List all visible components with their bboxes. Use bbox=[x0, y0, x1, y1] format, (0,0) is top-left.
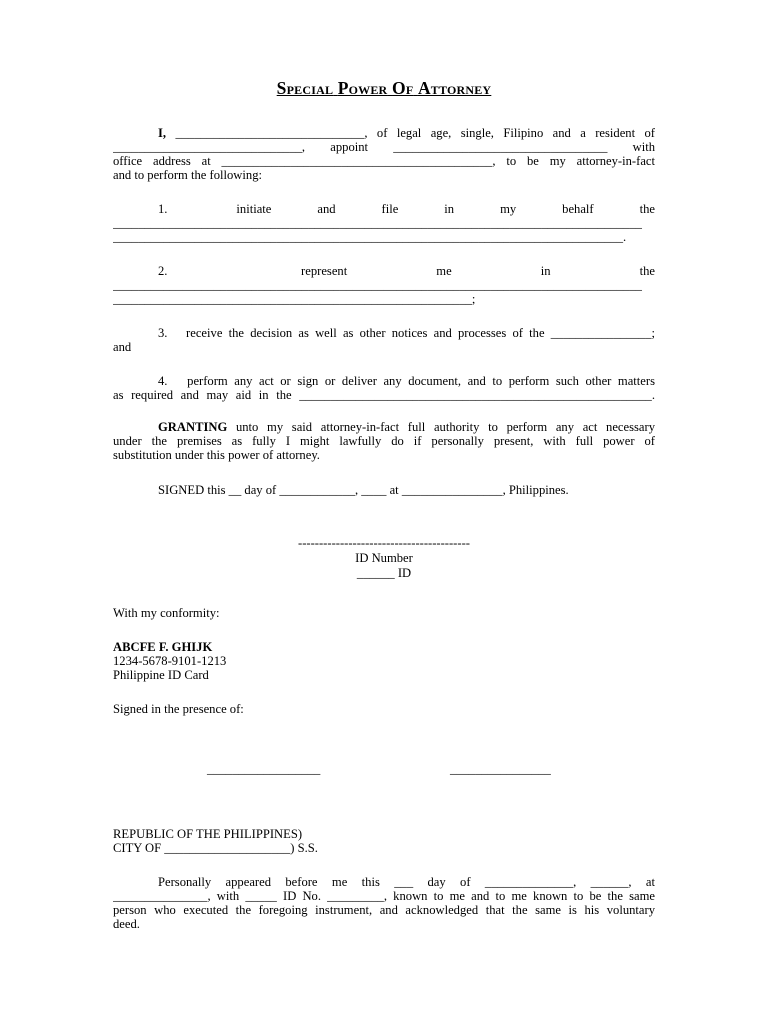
witness-signature-line-left: __________________ bbox=[207, 762, 321, 776]
witness-label: Signed in the presence of: bbox=[113, 702, 244, 716]
granting-line: under the premises as fully I might lawfully do if personally present, with full power of bbox=[113, 434, 655, 448]
title-word: Power bbox=[337, 78, 388, 98]
intro-line: and to perform the following: bbox=[113, 168, 262, 182]
conformity-block bbox=[113, 640, 655, 682]
granting-text: unto my said attorney-in-fact full authority to perform any act necessary bbox=[227, 420, 655, 434]
notary-city: CITY OF ____________________) S.S. bbox=[113, 841, 318, 855]
item-1 bbox=[113, 202, 655, 244]
intro-paragraph bbox=[113, 126, 655, 182]
item-line: ____________________________________________________________________________________ bbox=[113, 278, 642, 292]
acknowledgment-line: Personally appeared before me this ___ day of ______________, ______, at bbox=[158, 875, 655, 889]
signed-paragraph bbox=[113, 483, 655, 497]
granting-paragraph bbox=[113, 420, 655, 462]
title-word: Of bbox=[392, 78, 414, 98]
title-word: Special bbox=[276, 78, 334, 98]
granting-keyword: GRANTING bbox=[158, 420, 228, 434]
title-word: Attorney bbox=[417, 78, 492, 98]
granting-line: substitution under this power of attorney. bbox=[113, 448, 320, 462]
notary-republic: REPUBLIC OF THE PHILIPPINES) bbox=[113, 827, 303, 841]
intro-line: office address at ___________________________________________, to be my attorney-in-fact bbox=[113, 154, 655, 168]
granting-line bbox=[113, 420, 655, 434]
item-line: and bbox=[113, 340, 132, 354]
conformity-id-number: 1234-5678-9101-1213 bbox=[113, 654, 227, 668]
conformity-id-type: Philippine ID Card bbox=[113, 668, 209, 682]
acknowledgment-paragraph bbox=[113, 875, 655, 931]
item-line: _________________________________________________________________________________. bbox=[113, 230, 627, 244]
document-title bbox=[0, 78, 768, 99]
item-line: ____________________________________________________________________________________ bbox=[113, 216, 642, 230]
item-line: 2. represent me in the bbox=[158, 264, 655, 278]
intro-line bbox=[113, 126, 655, 140]
item-line: _________________________________________________________; bbox=[113, 292, 476, 306]
signature-id: ______ ID bbox=[356, 566, 412, 580]
signature-id-number: ID Number bbox=[355, 551, 413, 565]
witness-signature-line-right: ________________ bbox=[450, 762, 551, 776]
acknowledgment-line: deed. bbox=[113, 917, 140, 931]
intro-pronoun: I, bbox=[158, 126, 167, 140]
item-2 bbox=[113, 264, 655, 306]
item-line: as required and may aid in the ________________________________________________________. bbox=[113, 388, 655, 402]
conformity-name: ABCFE F. GHIJK bbox=[113, 640, 213, 654]
item-line: 4. perform any act or sign or deliver any document, and to perform such other matters bbox=[158, 374, 655, 388]
item-line: 3. receive the decision as well as other notices and processes of the ________________; bbox=[158, 326, 655, 340]
acknowledgment-line: person who executed the foregoing instrument, and acknowledged that the same is his voluntary bbox=[113, 903, 655, 917]
signed-line: SIGNED this __ day of ____________, ____ at ________________, Philippines. bbox=[158, 483, 569, 497]
conformity-label: With my conformity: bbox=[113, 606, 220, 620]
item-line: 1. initiate and file in my behalf the bbox=[158, 202, 655, 216]
notary-venue bbox=[113, 827, 655, 855]
acknowledgment-line: _______________, with _____ ID No. _________, known to me and to me known to be the same bbox=[113, 889, 655, 903]
intro-line: ______________________________, appoint __________________________________ with bbox=[113, 140, 655, 154]
intro-text: ______________________________, of legal age, single, Filipino and a resident of bbox=[166, 126, 655, 140]
signature-line: ----------------------------------------- bbox=[298, 536, 470, 550]
item-3 bbox=[113, 326, 655, 354]
item-4 bbox=[113, 374, 655, 402]
